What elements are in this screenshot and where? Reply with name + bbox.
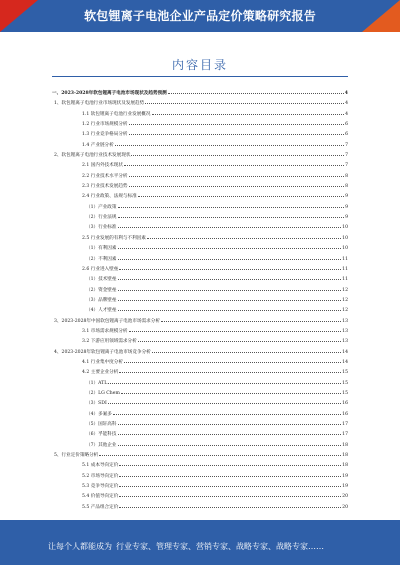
toc-entry[interactable] bbox=[52, 427, 348, 437]
toc-dot-leader bbox=[118, 210, 345, 218]
toc-entry-page: 15 bbox=[342, 390, 348, 396]
toc-entry[interactable] bbox=[52, 314, 348, 324]
toc-entry[interactable] bbox=[52, 376, 348, 386]
toc-dot-leader bbox=[118, 200, 345, 208]
toc-entry[interactable] bbox=[52, 324, 348, 334]
toc-entry-label: 1.1 软包锂离子电池行业发展概况 bbox=[82, 111, 151, 117]
toc-entry[interactable] bbox=[52, 458, 348, 468]
toc-entry-label: 5.4 价值导向定价 bbox=[82, 494, 119, 500]
toc-entry[interactable] bbox=[52, 231, 348, 241]
toc-dot-leader bbox=[118, 293, 342, 301]
toc-entry[interactable] bbox=[52, 355, 348, 365]
toc-dot-leader bbox=[124, 158, 344, 166]
toc-entry-label: （3）SDI bbox=[86, 401, 107, 407]
toc-entry-label: 5.3 竞争导向定价 bbox=[82, 484, 119, 490]
toc-entry-label: 2.1 国内外技术现状 bbox=[82, 163, 123, 169]
toc-dot-leader bbox=[118, 220, 342, 228]
toc-entry-page: 19 bbox=[342, 473, 348, 479]
toc-entry-page: 15 bbox=[342, 380, 348, 386]
toc-dot-leader bbox=[131, 148, 344, 156]
toc-entry-label: 1、软包锂离子电池行业市场现状及发展趋势 bbox=[54, 101, 145, 107]
toc-dot-leader bbox=[121, 386, 341, 394]
toc-dot-leader bbox=[118, 417, 342, 425]
toc-entry[interactable] bbox=[52, 479, 348, 489]
toc-dot-leader bbox=[119, 469, 341, 477]
toc-dot-leader bbox=[152, 345, 341, 353]
toc-entry-label: （5）国轩高科 bbox=[86, 422, 117, 427]
toc-entry-page: 9 bbox=[345, 204, 348, 210]
toc-entry-page: 17 bbox=[342, 432, 348, 438]
toc-entry[interactable] bbox=[52, 262, 348, 272]
toc-dot-leader bbox=[119, 458, 341, 466]
toc-entry-page: 4 bbox=[345, 111, 348, 117]
toc-dot-leader bbox=[115, 138, 344, 146]
toc-entry[interactable] bbox=[52, 345, 348, 355]
toc-entry-page: 9 bbox=[345, 215, 348, 221]
toc-entry[interactable] bbox=[52, 303, 348, 313]
toc-entry-page: 11 bbox=[342, 266, 348, 272]
toc-entry-page: 4 bbox=[345, 101, 348, 107]
toc-entry-page: 13 bbox=[342, 339, 348, 345]
toc-dot-leader bbox=[118, 427, 342, 435]
toc-entry[interactable] bbox=[52, 283, 348, 293]
toc-entry[interactable] bbox=[52, 96, 348, 106]
toc-entry-page: 20 bbox=[342, 494, 348, 500]
toc-dot-leader bbox=[129, 117, 345, 125]
toc-dot-leader bbox=[119, 500, 341, 508]
toc-entry-page: 15 bbox=[342, 370, 348, 376]
toc-entry-label: （1）有利因素 bbox=[86, 246, 117, 252]
toc-entry[interactable] bbox=[52, 117, 348, 127]
toc-entry-label: （1）技术壁垒 bbox=[86, 277, 117, 283]
toc-entry-page: 14 bbox=[342, 359, 348, 365]
toc-divider bbox=[52, 76, 348, 77]
toc-entry[interactable] bbox=[52, 86, 348, 96]
toc-entry-page: 13 bbox=[342, 328, 348, 334]
toc-entry-label: 2.2 行业技术水平分析 bbox=[82, 173, 128, 179]
toc-entry-page: 12 bbox=[342, 308, 348, 314]
toc-entry[interactable] bbox=[52, 210, 348, 220]
toc-entry-label: （3）行业标准 bbox=[86, 225, 117, 231]
toc-entry-label: （4）人才壁垒 bbox=[86, 308, 117, 314]
toc-entry[interactable] bbox=[52, 169, 348, 179]
toc-entry-page: 10 bbox=[342, 235, 348, 241]
toc-entry-page: 18 bbox=[342, 453, 348, 459]
toc-entry[interactable] bbox=[52, 272, 348, 282]
toc-entry[interactable] bbox=[52, 407, 348, 417]
toc-entry-label: （6）孚能科技 bbox=[86, 432, 117, 438]
toc-dot-leader bbox=[129, 179, 345, 187]
toc-entry[interactable] bbox=[52, 107, 348, 117]
toc-dot-leader bbox=[118, 438, 342, 446]
toc-entry-label: （3）品牌壁垒 bbox=[86, 297, 117, 303]
toc-entry-label: （2）LG Chem bbox=[86, 390, 120, 396]
toc-entry-page: 17 bbox=[342, 422, 348, 427]
toc-entry-label: 2.4 行业政策、法规与标准 bbox=[82, 194, 137, 200]
toc-dot-leader bbox=[119, 262, 341, 270]
toc-dot-leader bbox=[118, 241, 342, 249]
report-title: 软包锂离子电池企业产品定价策略研究报告 bbox=[84, 9, 316, 23]
toc-entry[interactable] bbox=[52, 489, 348, 499]
toc-entry-label: （2）行业法规 bbox=[86, 215, 117, 221]
toc-entry-page: 13 bbox=[342, 318, 348, 324]
toc-entry[interactable] bbox=[52, 469, 348, 479]
toc-dot-leader bbox=[129, 127, 345, 135]
toc-entry-label: 3.2 下游应用领域需求分析 bbox=[82, 339, 137, 345]
toc-dot-leader bbox=[119, 489, 341, 497]
toc-entry[interactable] bbox=[52, 365, 348, 375]
toc-dot-leader bbox=[118, 252, 342, 260]
toc-entry[interactable] bbox=[52, 127, 348, 137]
toc-entry-page: 6 bbox=[345, 122, 348, 128]
toc-entry-page: 4 bbox=[344, 91, 348, 96]
toc-entry-label: 2.6 行业进入壁垒 bbox=[82, 266, 119, 272]
toc-entry-page: 7 bbox=[345, 142, 348, 148]
toc-entry-label: 4、2023-2028年软包锂离子电池市场竞争分析 bbox=[54, 349, 151, 355]
toc-heading: 内容目录 bbox=[171, 58, 228, 72]
footer-slogan bbox=[48, 541, 324, 552]
toc-dot-leader bbox=[168, 86, 344, 94]
toc-entry[interactable] bbox=[52, 158, 348, 168]
toc-entry-label: 3、2023-2028年中国软包锂离子电池市场需求分析 bbox=[54, 318, 160, 324]
toc-entry[interactable] bbox=[52, 179, 348, 189]
toc-entry-page: 10 bbox=[342, 246, 348, 252]
toc-entry-page: 8 bbox=[345, 173, 348, 179]
footer-slogan-roles: 行业专家、管理专家、营销专家、战略专家、战略专家…… bbox=[116, 542, 324, 551]
toc-dot-leader bbox=[99, 448, 341, 456]
toc-entry-page: 7 bbox=[345, 153, 348, 159]
toc-entry-page: 12 bbox=[342, 297, 348, 303]
toc-entry[interactable] bbox=[52, 293, 348, 303]
toc-entry-label: （2）资金壁垒 bbox=[86, 287, 117, 293]
toc-entry-label: 2.5 行业发展的有利与不利因素 bbox=[82, 235, 146, 241]
toc-dot-leader bbox=[138, 334, 341, 342]
toc-dot-leader bbox=[113, 407, 341, 415]
toc-entry-page: 16 bbox=[342, 401, 348, 407]
toc-entry-label: 1.3 行业竞争格局分析 bbox=[82, 132, 128, 138]
toc-entry-label: 5.5 产品组合定价 bbox=[82, 504, 119, 510]
toc-entry-page: 10 bbox=[342, 225, 348, 231]
toc-entry-label: 5.1 成本导向定价 bbox=[82, 463, 119, 469]
toc-entry-label: 5、行业定价策略分析 bbox=[54, 453, 99, 459]
toc-dot-leader bbox=[147, 231, 341, 239]
toc-dot-leader bbox=[138, 189, 344, 197]
toc-dot-leader bbox=[152, 107, 345, 115]
toc-entry-page: 6 bbox=[345, 132, 348, 138]
footer-slogan-lead: 让每个人都能成为 bbox=[48, 542, 112, 551]
toc-entry-label: 2.3 行业技术发展趋势 bbox=[82, 184, 128, 190]
toc-entry-page: 12 bbox=[342, 287, 348, 293]
toc-entry-label: 1.4 产业链分析 bbox=[82, 142, 114, 148]
toc-entry[interactable] bbox=[52, 138, 348, 148]
toc-entry-page: 18 bbox=[342, 442, 348, 448]
toc-dot-leader bbox=[124, 355, 341, 363]
toc-entry[interactable] bbox=[52, 448, 348, 458]
table-of-contents bbox=[52, 86, 348, 510]
toc-entry-label: 4.2 主要企业分析 bbox=[82, 370, 119, 376]
toc-entry-page: 11 bbox=[342, 277, 348, 283]
toc-entry[interactable] bbox=[52, 438, 348, 448]
toc-entry[interactable] bbox=[52, 241, 348, 251]
toc-entry[interactable] bbox=[52, 148, 348, 158]
toc-entry-label: 4.1 行业集中度分析 bbox=[82, 359, 123, 365]
toc-entry-page: 16 bbox=[342, 411, 348, 417]
toc-entry-page: 18 bbox=[342, 463, 348, 469]
toc-entry-label: 5.2 市场导向定价 bbox=[82, 473, 119, 479]
toc-entry-page: 19 bbox=[342, 484, 348, 490]
toc-entry-label: 3.1 市场需求规模分析 bbox=[82, 328, 128, 334]
toc-dot-leader bbox=[119, 365, 341, 373]
toc-dot-leader bbox=[118, 303, 342, 311]
toc-entry-label: 一、2023-2028年软包锂离子电池市场现状及趋势预测 bbox=[52, 91, 167, 96]
toc-entry[interactable] bbox=[52, 200, 348, 210]
toc-entry-page: 7 bbox=[345, 163, 348, 169]
toc-entry-label: 1.2 行业市场规模分析 bbox=[82, 122, 128, 128]
toc-entry[interactable] bbox=[52, 417, 348, 427]
toc-dot-leader bbox=[145, 96, 344, 104]
toc-dot-leader bbox=[118, 272, 342, 280]
toc-entry-label: （4）多氟多 bbox=[86, 411, 112, 417]
toc-entry-page: 20 bbox=[342, 504, 348, 510]
toc-entry-page: 11 bbox=[342, 256, 348, 262]
toc-entry-label: （7）其他企业 bbox=[86, 442, 117, 448]
toc-entry[interactable] bbox=[52, 386, 348, 396]
toc-entry-page: 8 bbox=[345, 184, 348, 190]
toc-dot-leader bbox=[118, 283, 342, 291]
toc-dot-leader bbox=[119, 479, 341, 487]
toc-entry-label: （1）ATL bbox=[86, 380, 108, 386]
toc-entry-page: 9 bbox=[345, 194, 348, 200]
toc-entry-label: 2、软包锂离子电池行业技术发展现状 bbox=[54, 153, 131, 159]
toc-dot-leader bbox=[108, 376, 341, 384]
toc-dot-leader bbox=[129, 169, 345, 177]
toc-entry[interactable] bbox=[52, 396, 348, 406]
toc-entry[interactable] bbox=[52, 220, 348, 230]
toc-entry-page: 14 bbox=[342, 349, 348, 355]
toc-entry[interactable] bbox=[52, 252, 348, 262]
toc-entry[interactable] bbox=[52, 189, 348, 199]
toc-entry-label: （2）不利因素 bbox=[86, 256, 117, 262]
toc-dot-leader bbox=[108, 396, 341, 404]
toc-entry-label: （1）产业政策 bbox=[86, 204, 117, 210]
toc-dot-leader bbox=[129, 324, 342, 332]
toc-entry[interactable] bbox=[52, 500, 348, 510]
toc-entry[interactable] bbox=[52, 334, 348, 344]
toc-dot-leader bbox=[161, 314, 341, 322]
